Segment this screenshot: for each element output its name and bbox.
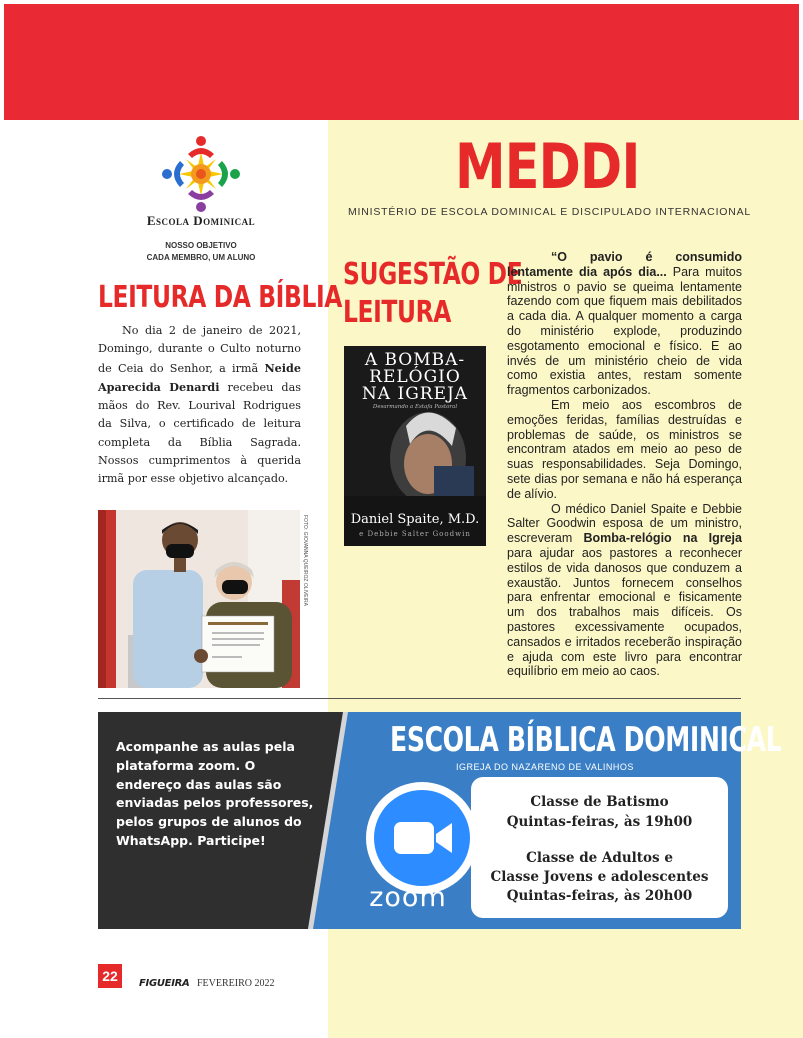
- class-2-name-2: Classe Jovens e adolescentes: [490, 869, 709, 885]
- class-2-time: Quintas-feiras, às 20h00: [506, 888, 693, 904]
- class-schedule-card: [471, 777, 728, 918]
- ebd-title: ESCOLA BÍBLICA DOMINICAL: [390, 720, 782, 760]
- article-quote: “O pavio é consumido lentamente dia após dia...: [507, 250, 742, 279]
- honoree-name: Neide Aparecida Denardi: [98, 360, 301, 394]
- book-coauthor: e Debbie Salter Goodwin: [359, 530, 471, 538]
- article-book-name: Bomba-relógio na Igreja: [583, 531, 742, 546]
- photo-credit: FOTO: GIOVANNA QUEIROZ OLIVEIRA: [302, 515, 308, 606]
- meddi-subtitle: MINISTÉRIO DE ESCOLA DOMINICAL E DISCIPULADO INTERNACIONAL: [348, 206, 752, 218]
- leitura-article: [98, 322, 301, 489]
- leitura-text-1: No dia 2 de janeiro de 2021, Domingo, durante o Culto noturno de Ceia do Senhor, a irmã: [98, 324, 301, 375]
- article-p2: Em meio aos escombros de emoções feridas, famílias destruídas e problemas de saúde, os ministros se encontram atados em meio ao peso de suas responsabilidades. Seja Domingo, sete dias por semana e não há esperança de alívio.: [507, 397, 742, 501]
- class-2-name: Classe de Adultos e: [526, 850, 673, 866]
- objective-label: NOSSO OBJETIVO: [165, 241, 237, 250]
- book-author: Daniel Spaite, M.D.: [350, 512, 480, 527]
- article-p3-a: O médico Daniel Spaite e Debbie Salter Goodwin esposa de um ministro, escreveram: [507, 501, 742, 546]
- zoom-wordmark: zoom: [369, 882, 447, 913]
- zoom-banner: [98, 712, 782, 929]
- leitura-heading: LEITURA DA BÍBLIA: [98, 280, 343, 315]
- sugestao-line-2: LEITURA: [343, 295, 451, 330]
- book-title: A BOMBA- RELÓGIO NA IGREJA: [361, 350, 469, 404]
- top-red-bar: [4, 4, 799, 120]
- meddi-title: MEDDI: [455, 130, 640, 203]
- magazine-name: FIGUEIRA: [139, 978, 190, 989]
- banner-instructions: Acompanhe as aulas pela plataforma zoom. O endereço das aulas são enviadas pelos professores, pelos grupos de alunos do WhatsApp. Participe!: [116, 739, 314, 848]
- escola-dominical-logo: [160, 134, 242, 212]
- class-1-time: Quintas-feiras, às 19h00: [506, 814, 693, 830]
- section-divider: [98, 698, 741, 699]
- article-p3-b: para ajudar aos pastores a reconhecer estilos de vida danosos que conduzem a exaustão. Juntos fornecem conselhos para enfrentar emocional e fisicamente um dos trabalhos mais difíceis. Os pastores excessivamente ocupados, cansados e irritados receberão inspiração e ajuda com este livro para encontrar equilíbrio em meio ao caos.: [507, 545, 742, 679]
- sugestao-heading: [343, 256, 522, 332]
- book-subtitle: Desarmando a Estafa Pastoral: [372, 404, 458, 410]
- objective-text: CADA MEMBRO, UM ALUNO: [146, 253, 256, 262]
- article-p1: Para muitos ministros o pavio se queima lentamente fazendo com que fiquem mais debilitados a cada dia. A qualquer momento a carga do ministério explode, produzindo esgotamento emocional e físico. E ao invés de um ministério cheio de vida como existia antes, restam somente fragmentos carbonizados.: [507, 264, 742, 398]
- ebd-subtitle: IGREJA DO NAZARENO DE VALINHOS: [456, 762, 634, 772]
- certificate-photo: [98, 510, 300, 688]
- objective-block: [118, 240, 284, 264]
- book-review-article: [507, 250, 742, 679]
- leitura-text-2: recebeu das mãos do Rev. Lourival Rodrigues da Silva, o certificado de leitura completa da Bíblia Sagrada. Nossos cumprimentos à querida irmã por esse objetivo alcançado.: [98, 380, 301, 486]
- book-cover: [344, 346, 486, 546]
- logo-title: Escola Dominical: [146, 213, 256, 228]
- sugestao-line-1: SUGESTÃO DE: [343, 257, 523, 292]
- issue-date: FEVEREIRO 2022: [197, 978, 275, 989]
- page-number: 22: [98, 964, 122, 988]
- class-1-name: Classe de Batismo: [530, 794, 669, 810]
